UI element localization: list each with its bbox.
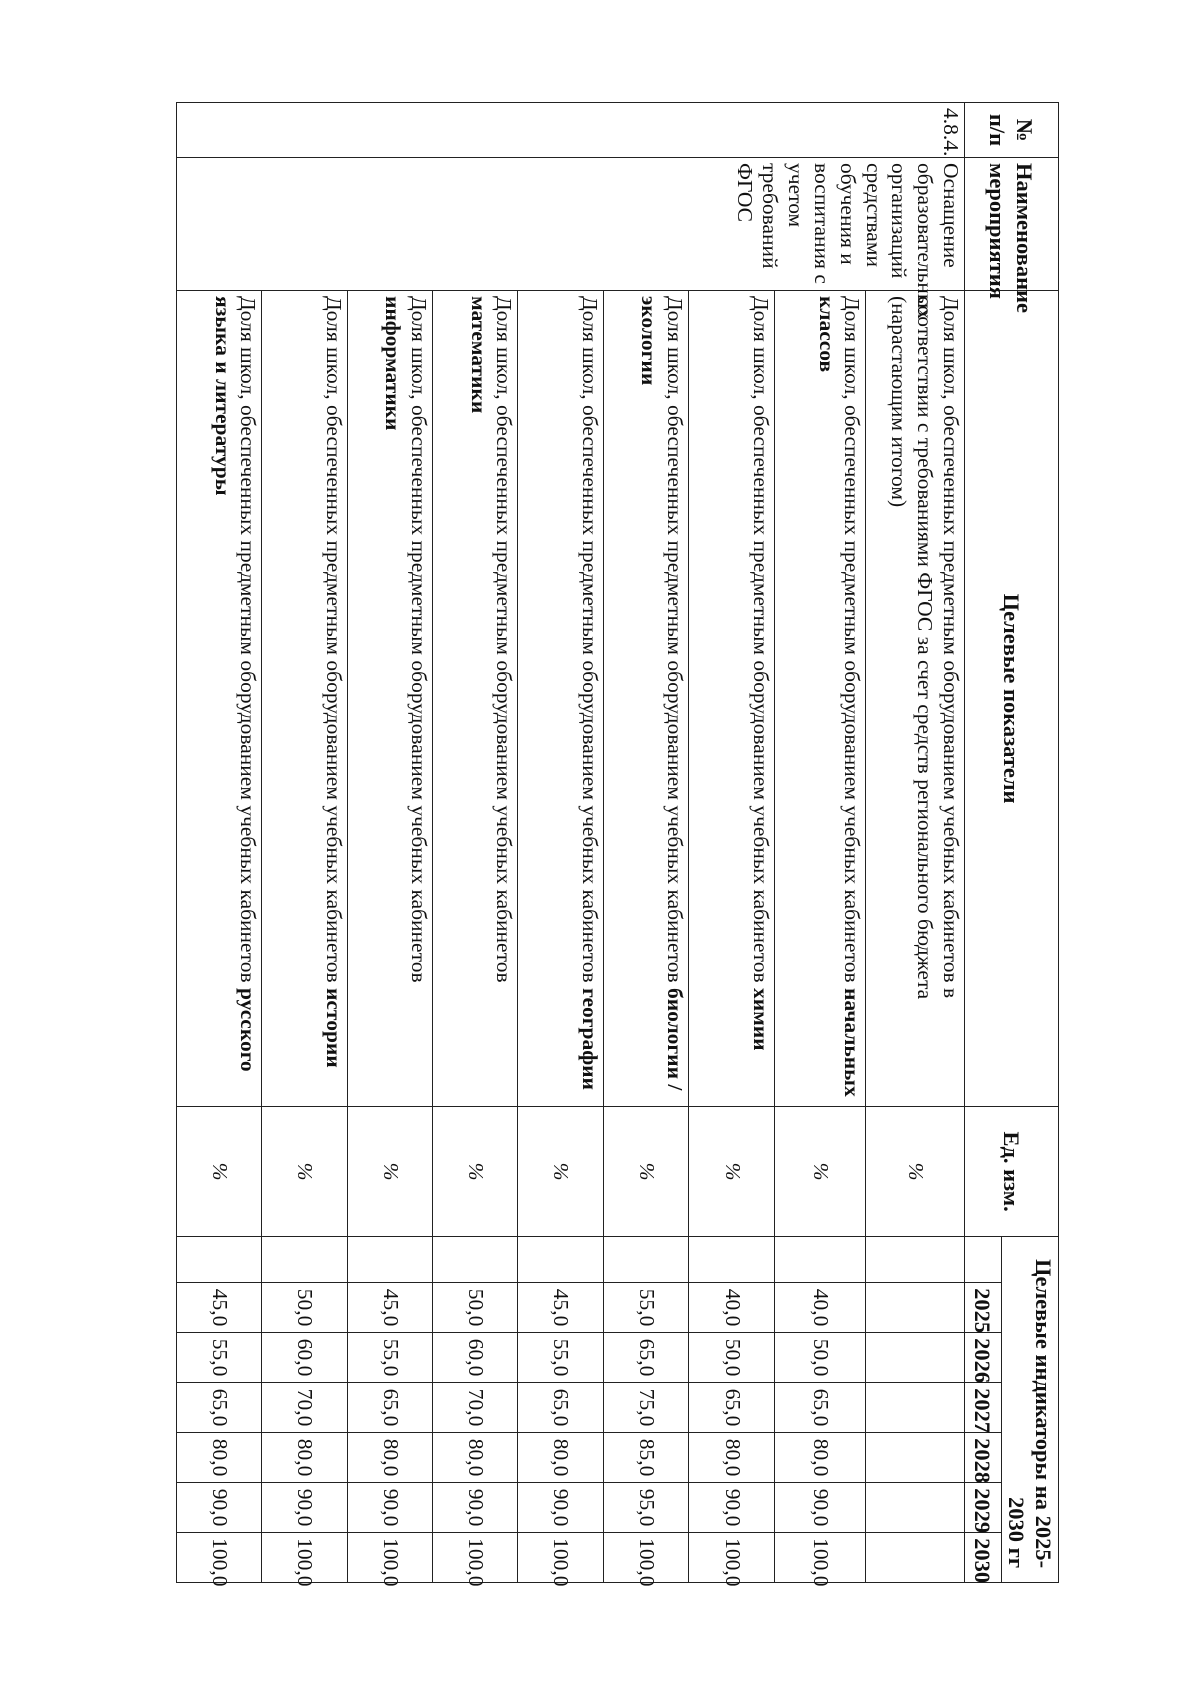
table-row [775, 103, 866, 1583]
value-cell: 100,0 [433, 1533, 518, 1583]
value-cell: 90,0 [262, 1483, 347, 1533]
header-num: № п/п [965, 103, 1059, 158]
table-row [603, 103, 688, 1583]
value-cell: 80,0 [518, 1433, 603, 1483]
value-cell: 40,0 [689, 1283, 775, 1333]
value-cell: 90,0 [689, 1483, 775, 1533]
table-row [518, 103, 603, 1583]
value-cell: 60,0 [433, 1333, 518, 1383]
table-row [177, 103, 262, 1583]
unit-cell: % [177, 1107, 262, 1237]
value-cell: 80,0 [689, 1433, 775, 1483]
indicator-description: Доля школ, обеспеченных предметным оборудованием учебных кабинетов [236, 296, 261, 983]
value-cell: 45,0 [177, 1283, 262, 1333]
value-cell: 55,0 [347, 1333, 432, 1383]
value-cell [866, 1483, 965, 1533]
indicator-subject: математики [466, 296, 491, 414]
header-row-1 [1002, 103, 1059, 1583]
header-year: 2028 [965, 1433, 1002, 1483]
value-cell: 50,0 [775, 1333, 866, 1383]
value-cell: 80,0 [262, 1433, 347, 1483]
value-cell: 55,0 [603, 1283, 688, 1333]
indicator-text [603, 291, 688, 1107]
indicator-text [518, 291, 603, 1107]
header-year: 2027 [965, 1383, 1002, 1433]
header-unit: Ед. изм. [965, 1107, 1059, 1237]
indicator-subject: истории [321, 988, 346, 1068]
value-cell: 60,0 [262, 1333, 347, 1383]
value-cell: 55,0 [518, 1333, 603, 1383]
value-cell: 65,0 [518, 1383, 603, 1433]
gap-cell [262, 1237, 347, 1283]
value-cell: 70,0 [262, 1383, 347, 1433]
indicator-description: Доля школ, обеспеченных предметным оборудованием учебных кабинетов [663, 296, 688, 983]
indicator-subject: русского языка и литературы [210, 296, 261, 1072]
indicator-description: Доля школ, обеспеченных предметным оборудованием учебных кабинетов в соответствии с требованиями ФГОС за счет средств регионального бюджета (нарастающим итогом) [887, 296, 963, 1000]
indicator-text [866, 291, 965, 1107]
value-cell: 85,0 [603, 1433, 688, 1483]
gap-cell [603, 1237, 688, 1283]
value-cell: 80,0 [775, 1433, 866, 1483]
value-cell: 45,0 [347, 1283, 432, 1333]
indicator-text [177, 291, 262, 1107]
value-cell [866, 1333, 965, 1383]
value-cell: 90,0 [518, 1483, 603, 1533]
indicator-text [347, 291, 432, 1107]
value-cell: 50,0 [433, 1283, 518, 1333]
table-row [347, 103, 432, 1583]
indicator-description: Доля школ, обеспеченных предметным оборудованием учебных кабинетов [492, 296, 517, 983]
value-cell: 90,0 [347, 1483, 432, 1533]
indicator-text [689, 291, 775, 1107]
indicator-subject: химии [749, 988, 774, 1051]
unit-cell: % [347, 1107, 432, 1237]
value-cell: 65,0 [775, 1383, 866, 1433]
unit-cell: % [603, 1107, 688, 1237]
table-row [262, 103, 347, 1583]
value-cell [866, 1383, 965, 1433]
gap-cell [866, 1237, 965, 1283]
header-year: 2026 [965, 1333, 1002, 1383]
value-cell: 90,0 [177, 1483, 262, 1533]
gap-cell [177, 1237, 262, 1283]
indicator-description: Доля школ, обеспеченных предметным оборудованием учебных кабинетов [577, 296, 602, 983]
unit-cell: % [775, 1107, 866, 1237]
indicator-description: Доля школ, обеспеченных предметным оборудованием учебных кабинетов [749, 296, 774, 983]
value-cell: 50,0 [689, 1333, 775, 1383]
value-cell: 65,0 [177, 1383, 262, 1433]
rotated-page [176, 102, 1059, 1587]
value-cell: 65,0 [603, 1333, 688, 1383]
indicator-text [775, 291, 866, 1107]
gap-cell [518, 1237, 603, 1283]
value-cell: 45,0 [518, 1283, 603, 1333]
indicator-description: Доля школ, обеспеченных предметным оборудованием учебных кабинетов [407, 296, 432, 983]
indicator-text [262, 291, 347, 1107]
table-row [433, 103, 518, 1583]
value-cell: 80,0 [347, 1433, 432, 1483]
header-activity: Наименование мероприятия [965, 158, 1059, 291]
targets-table [176, 102, 1059, 1587]
indicator-subject: информатики [381, 296, 406, 431]
indicator-subject: начальных классов [814, 296, 865, 1097]
value-cell: 75,0 [603, 1383, 688, 1433]
gap-cell [689, 1237, 775, 1283]
indicator-description: Доля школ, обеспеченных предметным оборудованием учебных кабинетов [321, 296, 346, 983]
value-cell: 100,0 [177, 1533, 262, 1583]
value-cell: 100,0 [689, 1533, 775, 1583]
indicator-description: Доля школ, обеспеченных предметным оборудованием учебных кабинетов [840, 296, 865, 983]
value-cell: 55,0 [177, 1333, 262, 1383]
header-year: 2029 [965, 1483, 1002, 1533]
value-cell: 100,0 [775, 1533, 866, 1583]
gap-cell [347, 1237, 432, 1283]
value-cell: 95,0 [603, 1483, 688, 1533]
unit-cell: % [262, 1107, 347, 1237]
value-cell: 100,0 [518, 1533, 603, 1583]
activity-name: Оснащение образовательных организаций средствами обучения и воспитания с учетом требований ФГОС [177, 158, 965, 291]
value-cell: 40,0 [775, 1283, 866, 1333]
value-cell: 80,0 [433, 1433, 518, 1483]
unit-cell: % [433, 1107, 518, 1237]
table-row [866, 103, 965, 1583]
header-year: 2025 [965, 1283, 1002, 1333]
value-cell: 65,0 [347, 1383, 432, 1433]
value-cell: 90,0 [433, 1483, 518, 1533]
value-cell: 80,0 [177, 1433, 262, 1483]
value-cell: 70,0 [433, 1383, 518, 1433]
value-cell: 100,0 [262, 1533, 347, 1583]
unit-cell: % [866, 1107, 965, 1237]
gap-cell [775, 1237, 866, 1283]
value-cell: 100,0 [347, 1533, 432, 1583]
gap-cell [433, 1237, 518, 1283]
value-cell: 90,0 [775, 1483, 866, 1533]
indicator-text [433, 291, 518, 1107]
header-targets-group: Целевые индикаторы на 2025-2030 гг [1002, 1237, 1059, 1583]
value-cell [866, 1433, 965, 1483]
header-indicators: Целевые показатели [965, 291, 1059, 1107]
header-gap [965, 1237, 1002, 1283]
unit-cell: % [518, 1107, 603, 1237]
value-cell [866, 1283, 965, 1333]
value-cell [866, 1533, 965, 1583]
indicator-subject: географии [577, 988, 602, 1090]
table-row [689, 103, 775, 1583]
indicator-subject: биологии / экологии [637, 296, 688, 1091]
header-year: 2030 [965, 1533, 1002, 1583]
value-cell: 65,0 [689, 1383, 775, 1433]
value-cell: 50,0 [262, 1283, 347, 1333]
unit-cell: % [689, 1107, 775, 1237]
value-cell: 100,0 [603, 1533, 688, 1583]
row-number: 4.8.4. [177, 103, 965, 158]
